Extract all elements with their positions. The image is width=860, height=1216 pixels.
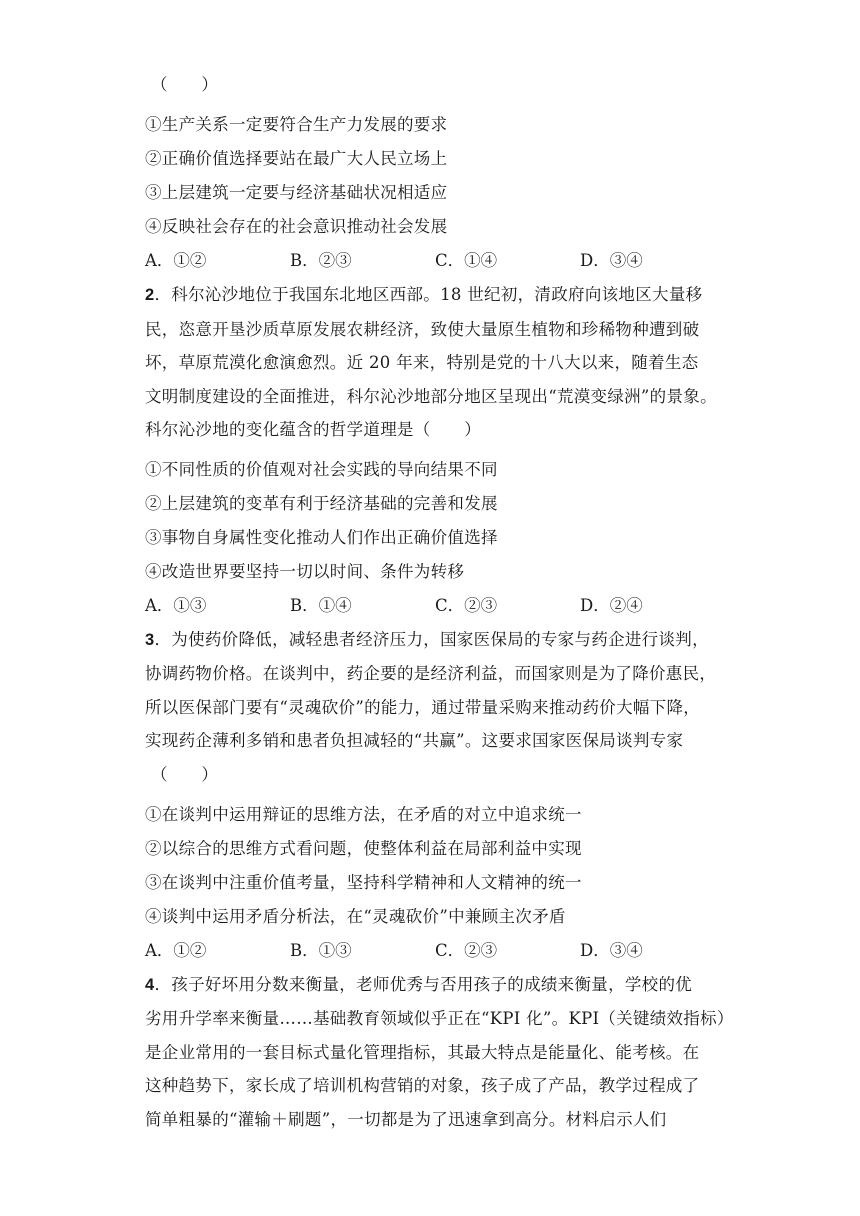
- option-d[interactable]: D．③④: [580, 940, 643, 960]
- question-page: [145, 68, 734, 1136]
- statement-item: ②正确价值选择要站在最广大人民立场上: [145, 149, 448, 168]
- answer-options: [145, 589, 725, 623]
- question-stem-line: 民，恣意开垦沙质草原发展农耕经济，致使大量原生植物和珍稀物种遭到破: [145, 319, 700, 339]
- statement-item: ①不同性质的价值观对社会实践的导向结果不同: [145, 459, 498, 479]
- question-stem-line: 劣用升学率来衡量……基础教育领域似乎正在“KPI 化”。KPI（关键绩效指标）: [145, 1009, 734, 1028]
- answer-options: [145, 934, 725, 968]
- option-b[interactable]: B．②③: [290, 251, 352, 270]
- statement-item: ③在谈判中注重价值考量，坚持科学精神和人文精神的统一: [145, 872, 582, 892]
- question-stem-line: 这种趋势下，家长成了培训机构营销的对象，孩子成了产品，教学过程成了: [145, 1076, 700, 1095]
- option-d[interactable]: D．③④: [580, 251, 643, 270]
- question-1: [145, 68, 725, 278]
- option-a[interactable]: A．①③: [145, 595, 207, 615]
- option-b[interactable]: B．①④: [290, 595, 352, 615]
- question-number: 2: [145, 286, 155, 304]
- option-c[interactable]: C．②③: [435, 940, 498, 960]
- question-stem-line: 4．孩子好坏用分数来衡量，老师优秀与否用孩子的成绩来衡量，学校的优: [145, 974, 693, 994]
- question-3: [145, 623, 725, 968]
- answer-parentheses: （ ）: [151, 764, 219, 784]
- statement-item: ①生产关系一定要符合生产力发展的要求: [145, 115, 448, 134]
- question-number: 4: [145, 975, 155, 994]
- statement-item: ①在谈判中运用辩证的思维方法，在矛盾的对立中追求统一: [145, 804, 582, 824]
- statement-item: ④反映社会存在的社会意识推动社会发展: [145, 217, 448, 236]
- answer-parentheses: （ ）: [151, 75, 219, 94]
- statement-item: ②上层建筑的变革有利于经济基础的完善和发展: [145, 493, 498, 513]
- statement-item: ③事物自身属性变化推动人们作出正确价值选择: [145, 527, 498, 547]
- option-a[interactable]: A．①②: [145, 940, 207, 960]
- question-2: [145, 278, 725, 623]
- question-stem-line: 坏，草原荒漠化愈演愈烈。近 20 年来，特别是党的十八大以来，随着生态: [145, 353, 699, 372]
- option-a[interactable]: A．①②: [145, 251, 207, 270]
- question-stem-line: 文明制度建设的全面推进，科尔沁沙地部分地区呈现出“荒漠变绿洲”的景象。: [145, 386, 717, 406]
- question-stem-line: 科尔沁沙地的变化蕴含的哲学道理是（ ）: [145, 420, 481, 439]
- question-stem-line: 实现药企薄利多销和患者负担减轻的“共赢”。这要求国家医保局谈判专家: [145, 731, 684, 750]
- question-stem-line: 是企业常用的一套目标式量化管理指标，其最大特点是能量化、能考核。在: [145, 1042, 700, 1062]
- question-stem-line: 协调药物价格。在谈判中，药企要的是经济利益，而国家则是为了降价惠民，: [145, 664, 717, 683]
- statement-item: ②以综合的思维方式看问题，使整体利益在局部利益中实现: [145, 838, 582, 858]
- question-stem-line: 2．科尔沁沙地位于我国东北地区西部。18 世纪初，清政府向该地区大量移: [145, 285, 703, 304]
- option-c[interactable]: C．②③: [435, 595, 498, 615]
- question-stem-line: 所以医保部门要有“灵魂砍价”的能力，通过带量采购来推动药价大幅下降，: [145, 697, 701, 717]
- answer-options: [145, 244, 725, 278]
- option-c[interactable]: C．①④: [435, 251, 498, 270]
- statement-item: ④谈判中运用矛盾分析法，在“灵魂砍价”中兼顾主次矛盾: [145, 906, 566, 926]
- question-number: 3: [145, 630, 155, 649]
- statement-item: ③上层建筑一定要与经济基础状况相适应: [145, 183, 448, 202]
- option-b[interactable]: B．①③: [290, 940, 352, 960]
- question-stem-line: 简单粗暴的“灌输＋刷题”，一切都是为了迅速拿到高分。材料启示人们: [145, 1109, 667, 1129]
- statement-item: ④改造世界要坚持一切以时间、条件为转移: [145, 561, 465, 581]
- option-d[interactable]: D．②④: [580, 595, 643, 615]
- question-stem-line: 3．为使药价降低，减轻患者经济压力，国家医保局的专家与药企进行谈判，: [145, 629, 709, 649]
- question-4: [145, 968, 734, 1137]
